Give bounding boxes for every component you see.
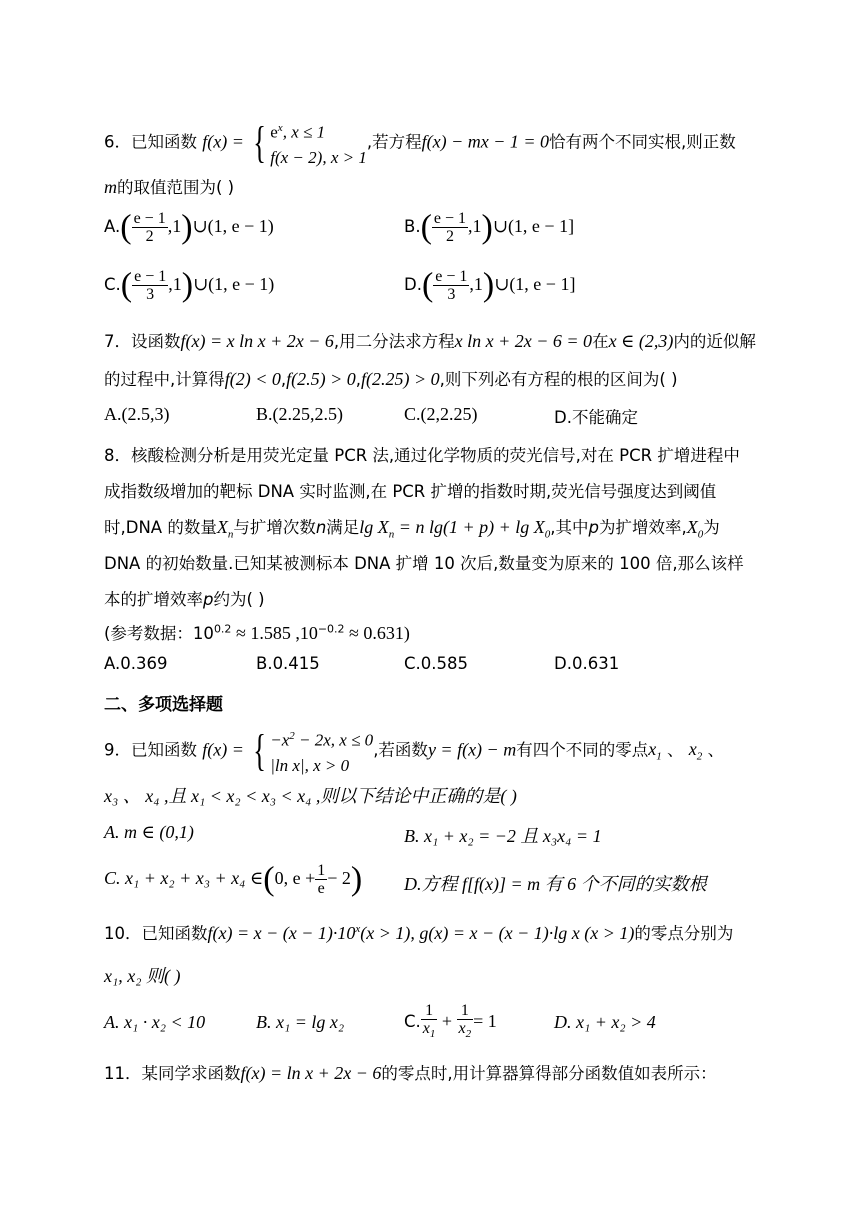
q10-option-d[interactable]: D. x₁ + x₂ > 4 — [554, 1012, 656, 1032]
q10-option-c[interactable]: C. $\frac{1}{x_1}$ + $\frac{1}{x_2}$ = 1 — [404, 1002, 497, 1041]
q6-cases: $e^x$, x ≤ 1 f(x − 2), x > 1 — [270, 122, 367, 167]
q9-option-d[interactable]: D.方程 f[f(x)] = m 有 6 个不同的实数根 — [404, 874, 707, 894]
q8-option-a[interactable]: A.0.369 — [104, 654, 168, 673]
q8-reference: (参考数据：$10^{0.2} \approx 1.585$ $,10^{-0.2} \approx 0.631$) — [104, 622, 410, 643]
q8-line1: 8．核酸检测分析是用荧光定量 PCR 法,通过化学物质的荧光信号,对在 PCR 扩增进程中 — [104, 446, 740, 465]
q7-line1: 7．设函数f(x) = x ln x + 2x − 6,用二分法求方程x ln x + 2x − 6 = 0在x ∈ (2,3)内的近似解 — [104, 331, 756, 351]
q7-option-d[interactable]: D.不能确定 — [554, 408, 638, 427]
q6-line2: m的取值范围为( ) — [104, 177, 235, 197]
q8-option-d[interactable]: D.0.631 — [554, 654, 620, 673]
q8-line3: 时,DNA 的数量$X_n$与扩增次数n满足$\lg X_n = n$ $\lg(1 + p) + \lg X_0$,其中p为扩增效率$,X_0$为 — [104, 517, 720, 541]
q8-line2: 成指数级增加的靶标 DNA 实时监测,在 PCR 扩增的指数时期,荧光信号强度达到阈值 — [104, 482, 717, 501]
q6-stem-c: 恰有两个不同实根,则正数 — [549, 132, 736, 152]
q9-line2: x₃ 、 x₄ ,且 x₁ < x₂ < x₃ < x₄ ,则以下结论中正确的是( ) — [104, 786, 517, 806]
q6-stem-b: ,若方程 — [366, 132, 422, 152]
q6-equation: f(x) − mx − 1 = 0 — [421, 131, 549, 152]
q9-option-a[interactable]: A. m ∈ (0,1) — [104, 822, 194, 842]
q11-line1: 11．某同学求函数f(x) = ln x + 2x − 6的零点时,用计算器算得部分函数值如表所示： — [104, 1063, 717, 1083]
q6-func: f(x) = — [202, 131, 244, 152]
q10-option-b[interactable]: B. x₁ = lg x₂ — [256, 1012, 345, 1032]
q6-option-a[interactable]: A.( $\frac{e - 1}{2}$ ,1)∪(1, e − 1) — [104, 208, 274, 246]
q6-stem: 已知函数 — [131, 132, 197, 152]
q6-option-d[interactable]: D.( $\frac{e - 1}{3}$ ,1)∪(1, e − 1] — [404, 266, 576, 304]
q6-brace: { — [253, 117, 267, 167]
q8-line4: DNA 的初始数量.已知某被测标本 DNA 扩增 10 次后,数量变为原来的 100 倍,那么该样 — [104, 554, 744, 573]
q10-line1: 10．已知函数$f(x) = x - (x - 1)\cdot 10^x(x > 1)$, g(x) = x − (x − 1)·lg x (x > 1)的零点分别为 — [104, 923, 734, 943]
q7-option-a[interactable]: A.(2.5,3) — [104, 404, 170, 424]
section-heading: 二、多项选择题 — [104, 695, 223, 715]
q7-option-c[interactable]: C.(2,2.25) — [404, 404, 478, 424]
q9-option-c[interactable]: C. x₁ + x₂ + x₃ + x₄ ∈(0, e + $\frac{1}{e}$ − 2) — [104, 860, 363, 898]
q6-option-b[interactable]: B.( $\frac{e - 1}{2}$ ,1)∪(1, e − 1] — [404, 208, 575, 246]
q8-option-c[interactable]: C.0.585 — [404, 654, 469, 673]
q8-line5: 本的扩增效率p约为( ) — [104, 590, 265, 609]
q10-line2: x₁, x₂ 则( ) — [104, 966, 181, 986]
q6-option-c[interactable]: C.( $\frac{e - 1}{3}$ ,1)∪(1, e − 1) — [104, 266, 275, 304]
q7-option-b[interactable]: B.(2.25,2.5) — [256, 404, 343, 424]
q7-line2: 的过程中,计算得f(2) < 0,f(2.5) > 0,f(2.25) > 0,则下列必有方程的根的区间为( ) — [104, 369, 678, 389]
q10-option-a[interactable]: A. x₁ · x₂ < 10 — [104, 1012, 206, 1032]
q6-line1 — [104, 116, 736, 170]
q8-option-b[interactable]: B.0.415 — [256, 654, 320, 673]
q9-option-b[interactable]: B. x₁ + x₂ = −2 且 x₃x₄ = 1 — [404, 826, 602, 846]
q6-number: 6． — [104, 132, 131, 152]
q9-line1: 9．已知函数 f(x) = { $-x^2 - 2x$, x ≤ 0 |ln x|, x > 0 ,若函数y = f(x) − m有四个不同的零点$x_1$ 、 $x_2$ 、 — [104, 725, 724, 775]
